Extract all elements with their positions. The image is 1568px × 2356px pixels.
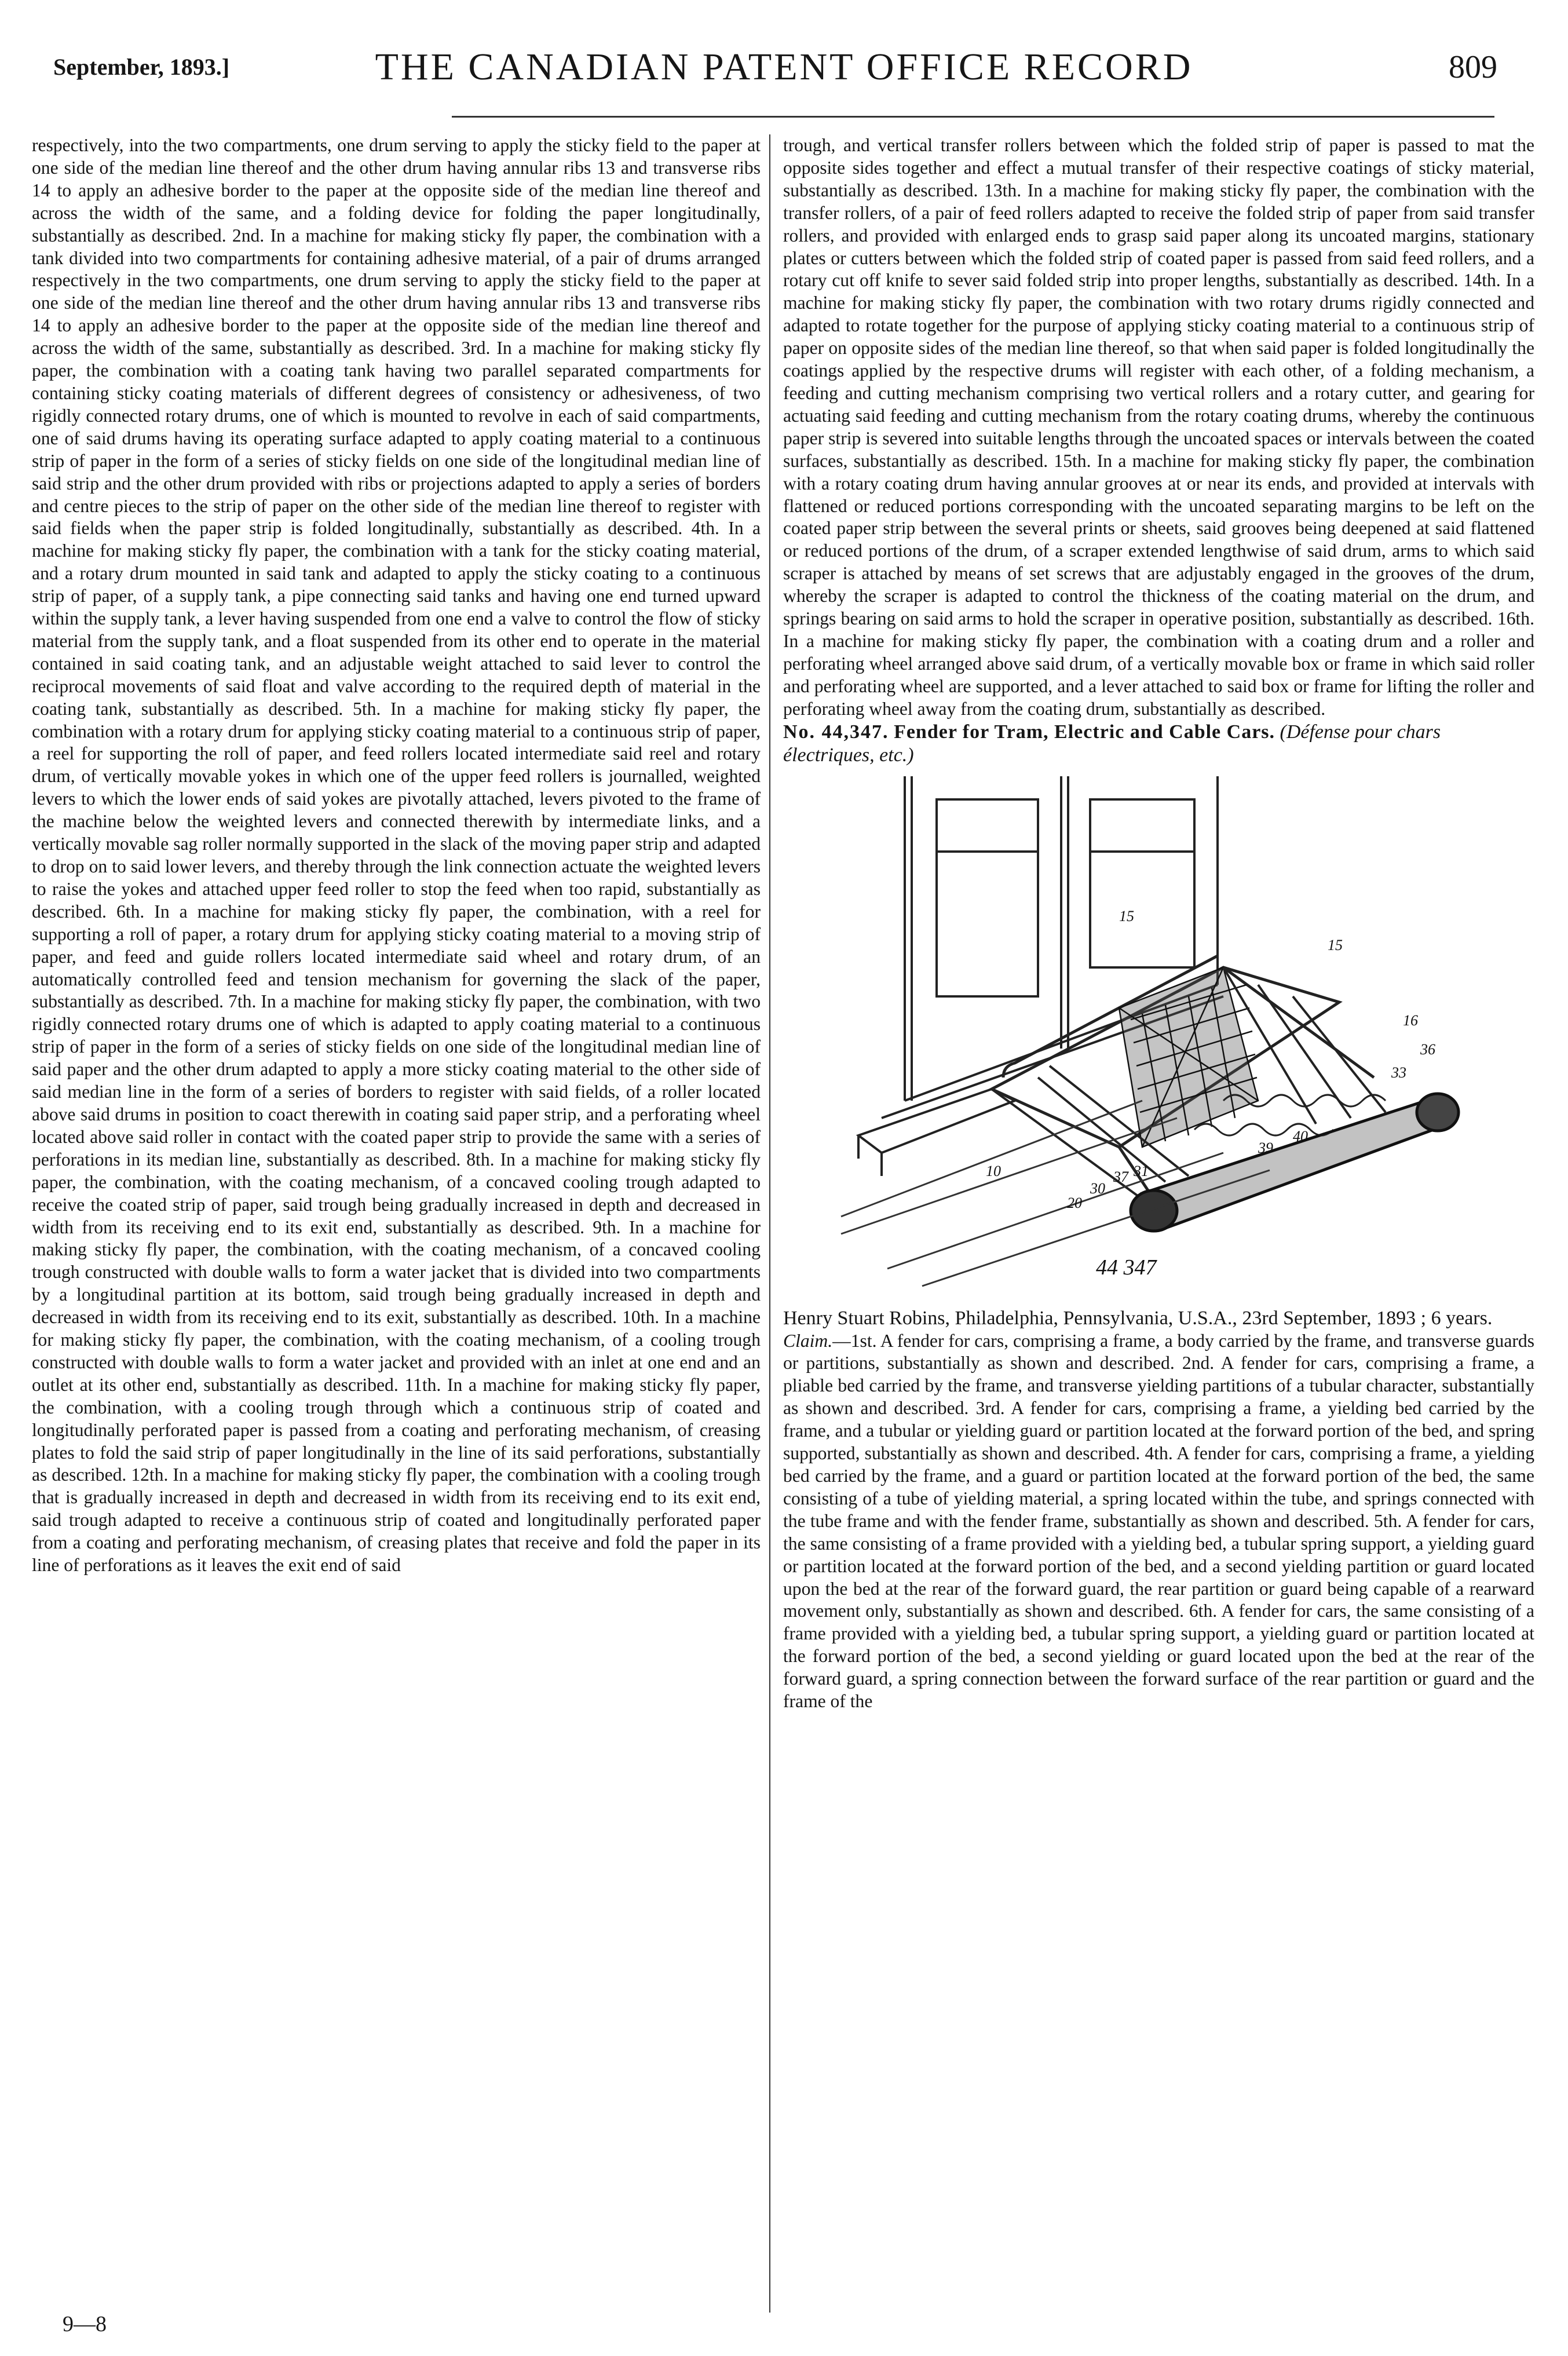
fender-illustration — [818, 776, 1478, 1298]
fig-label-33: 33 — [1391, 1064, 1406, 1081]
left-column — [32, 134, 761, 2278]
right-column — [783, 134, 1534, 2313]
header-rule — [452, 116, 1494, 118]
signature-mark: 9—8 — [63, 2312, 107, 2336]
figure-id: 44 347 — [1096, 1255, 1157, 1280]
publication-title: THE CANADIAN PATENT OFFICE RECORD — [375, 46, 1193, 88]
issue-date: September, 1893.] — [53, 54, 230, 80]
patent-title: Fender for Tram, Electric and Cable Cars. — [894, 721, 1275, 743]
claim-label: Claim. — [783, 1330, 833, 1351]
fig-label-40: 40 — [1293, 1127, 1308, 1145]
fig-label-10: 10 — [986, 1162, 1001, 1179]
patent-number: No. 44,347. — [783, 721, 889, 743]
claims-continuation-text-right: trough, and vertical transfer rollers between which the folded strip of paper is passed to mat the opposite sides together and effect a mutual transfer of their respective coatings of sticky material, substantially as described. 13th. In a machine for making sticky fly paper, the combination with the transfer rollers, of a pair of feed rollers adapted to receive the folded strip of paper from said transfer rollers, and provided with enlarged ends to grasp said paper along its uncoated margins, stationary plates or cutters between which the folded strip of coated paper is passed from said feed rollers, and a rotary cut off knife to sever said folded strip into proper lengths, substantially as described. 14th. In a machine for making sticky fly paper, the combination with two rotary drums rigidly connected and adapted to rotate together for the purpose of applying sticky coating material to a continuous strip of paper on opposite sides of the median line thereof, so that when said paper is folded longitudinally the coatings applied by the respective drums will register with each other, of a folding mechanism, a feeding and cutting mechanism comprising two vertical rollers and a rotary cutter, and gearing for actuating said feeding and cutting mechanism from the rotary coating drums, whereby the continuous paper strip is severed into suitable lengths through the uncoated spaces or intervals between the coated surfaces, substantially as described. 15th. In a machine for making sticky fly paper, the combination with a rotary coating drum having annular grooves at or near its ends, and provided at intervals with flattened or reduced portions corresponding with the uncoated separating margins to be left on the coated paper strip between the several prints or sheets, said grooves being deepened at said flattened or reduced portions of the drum, of a scraper extended lengthwise of said drum, arms to which said scraper is attached by means of set screws that are adjustably engaged in the grooves of the drum, whereby the scraper is adapted to control the thickness of the coating material on the drum, and springs bearing on said arms to hold the scraper in operative position, substantially as described. 16th. In a machine for making sticky fly paper, the combination with a coating drum and a roller and perforating wheel arranged above said drum, of a vertically movable box or frame in which said roller and perforating wheel are supported, and a lever attached to said box or frame for lifting the roller and perforating wheel away from the coating drum, substantially as described. — [783, 135, 1534, 719]
patent-french-title: (Défense pour chars électriques, etc.) — [783, 721, 1441, 766]
fig-label-39: 39 — [1258, 1139, 1273, 1156]
page-header — [0, 0, 1568, 139]
inventor-line: Henry Stuart Robins, Philadelphia, Pennsylvania, U.S.A., 23rd September, 1893 ; 6 years. — [783, 1307, 1493, 1329]
column-divider — [769, 134, 770, 2313]
fig-label-30: 30 — [1090, 1179, 1105, 1197]
fig-label-20: 20 — [1067, 1194, 1082, 1211]
fig-label-15a: 15 — [1119, 907, 1134, 925]
page-number: 809 — [1449, 49, 1497, 85]
fender-drawing — [818, 776, 1478, 1298]
fig-label-31: 31 — [1134, 1162, 1149, 1179]
patent-heading — [783, 721, 1534, 767]
fig-label-15b: 15 — [1328, 936, 1343, 954]
fig-label-36: 36 — [1420, 1040, 1435, 1058]
claim-paragraph — [783, 1330, 1534, 1713]
claims-continuation-text: respectively, into the two compartments, one drum serving to apply the sticky field to the paper at one side of the median line thereof and the other drum having annular ribs 13 and transverse ribs 14 to apply an adhesive border to the paper at the opposite side of the median line thereof and across the width of the same, and a folding device for folding the paper longitudinally, substantially as described. 2nd. In a machine for making sticky fly paper, the combination with a tank divided into two compartments for containing adhesive material, of a pair of drums arranged respectively in the two compartments, one drum serving to apply the sticky field to the paper at one side of the median line thereof and the other drum having annular ribs 13 and transverse ribs 14 to apply an adhesive border to the paper at the opposite side of the median line thereof and across the width of the same, substantially as described. 3rd. In a machine for making sticky fly paper, the combination with a coating tank having two parallel separated compartments for containing sticky coating materials of different degrees of consistency or adhesiveness, of two rigidly connected rotary drums, one of which is mounted to revolve in each of said compartments, one of said drums having its operating surface adapted to apply coating material to a continuous strip of paper in the form of a series of sticky fields on one side of the longitudinal median line of said strip and the other drum provided with ribs or projections adapted to apply a series of borders and centre pieces to the strip of paper on the other side of the median line thereof to register with said fields when the paper strip is folded longitudinally, substantially as described. 4th. In a machine for making sticky fly paper, the combination with a tank for the sticky coating material, and a rotary drum mounted in said tank and adapted to apply the sticky coating to a continuous strip of paper, of a supply tank, a pipe connecting said tanks and having one end turned upward within the supply tank, a lever having suspended from one end a valve to control the flow of sticky material from the supply tank, and a float suspended from its other end to operate in the material contained in said coating tank, and an adjustable weight attached to said lever to control the reciprocal movements of said float and valve according to the required depth of material in the coating tank, substantially as described. 5th. In a machine for making sticky fly paper, the combination with a rotary drum for applying sticky coating material to a continuous strip of paper, a reel for supporting the roll of paper, and feed rollers located intermediate said reel and rotary drum, of vertically movable yokes in which one of the upper feed rollers is journalled, weighted levers to which the lower ends of said yokes are pivotally attached, levers pivoted to the frame of the machine below the weighted levers and connected therewith by intermediate links, and a vertically movable sag roller normally supported in the slack of the moving paper strip and adapted to drop on to said lower levers, and thereby through the link connection actuate the weighted levers to raise the yokes and attached upper feed roller to stop the feed when too rapid, substantially as described. 6th. In a machine for making sticky fly paper, the combination, with a reel for supporting a roll of paper, a rotary drum for applying sticky coating material to a moving strip of paper, and feed and guide rollers located intermediate said wheel and rotary drum, of an automatically controlled feed and tension mechanism for governing the slack of the paper, substantially as described. 7th. In a machine for making sticky fly paper, the combination, with two rigidly connected rotary drums one of which is adapted to apply coating material to a continuous strip of paper in the form of a series of sticky fields on one side of the longitudinal median line of said paper and the other drum adapted to apply a more sticky coating material to the other side of said median line in the form of a series of borders to register with said fields, of a roller located above said drums in position to coact therewith in coating said paper strip, and a perforating wheel located above said roller in contact with the coated paper strip to provide the same with a series of perforations in its median line, substantially as described. 8th. In a machine for making sticky fly paper, the combination, with the coating mechanism, of a concaved cooling trough adapted to receive the coated strip of paper, said trough being gradually increased in depth and decreased in width from its receiving end to its exit end, substantially as described. 9th. In a machine for making sticky fly paper, the combination, with the coating mechanism, of a concaved cooling trough constructed with double walls to form a water jacket that is divided into two compartments by a longitudinal partition at its bottom, said trough being gradually increased in depth and decreased in width from its receiving end to its exit, substantially as described. 10th. In a machine for making sticky fly paper, the combination, with the coating mechanism, of a cooling trough constructed with double walls to form a water jacket and provided with an inlet at one end and an outlet at its other end, substantially as described. 11th. In a machine for making sticky fly paper, the combination, with a cooling trough through which a continuous strip of coated and longitudinally perforated paper is passed from a coating and perforating mechanism, of creasing plates to fold the said strip of paper longitudinally in the line of its said perforations, substantially as described. 12th. In a machine for making sticky fly paper, the combination with a cooling trough that is gradually increased in depth and decreased in width from its receiving end to its exit end, said trough adapted to receive a continuous strip of coated and longitudinally perforated paper from a coating and perforating mechanism, of creasing plates that receive and fold the paper in its line of perforations as it leaves the exit end of said — [32, 135, 761, 1576]
claim-text: —1st. A fender for cars, comprising a frame, a body carried by the frame, and transverse guards or partitions, substantially as shown and described. 2nd. A fender for cars, comprising a frame, a pliable bed carried by the frame, and transverse yielding partitions of a tubular character, substantially as shown and described. 3rd. A fender for cars, comprising a frame, a yielding bed carried by the frame, and a tubular or yielding guard or partition located at the forward portion of the bed, and spring supported, substantially as shown and described. 4th. A fender for cars, comprising a frame, a yielding bed carried by the frame, and a guard or partition located at the forward portion of the bed, the same consisting of a tube of yielding material, a spring located within the tube, and springs connected with the tube frame and with the fender frame, substantially as shown and described. 5th. A fender for cars, the same consisting of a frame provided with a yielding bed, a tubular spring support, a yielding guard or partition located at the forward portion of the bed, and a second yielding partition or guard located upon the bed at the rear of the forward guard, the rear partition or guard being capable of a rearward movement only, substantially as shown and described. 6th. A fender for cars, the same consisting of a frame provided with a yielding bed, a tubular spring support, a yielding guard or partition located at the forward portion of the bed, a second yielding or guard located upon the bed at the rear of the forward guard, a spring connection between the forward surface of the rear partition or guard and the frame of the — [783, 1330, 1534, 1712]
fig-label-37: 37 — [1113, 1168, 1128, 1185]
fig-label-16: 16 — [1403, 1011, 1418, 1029]
